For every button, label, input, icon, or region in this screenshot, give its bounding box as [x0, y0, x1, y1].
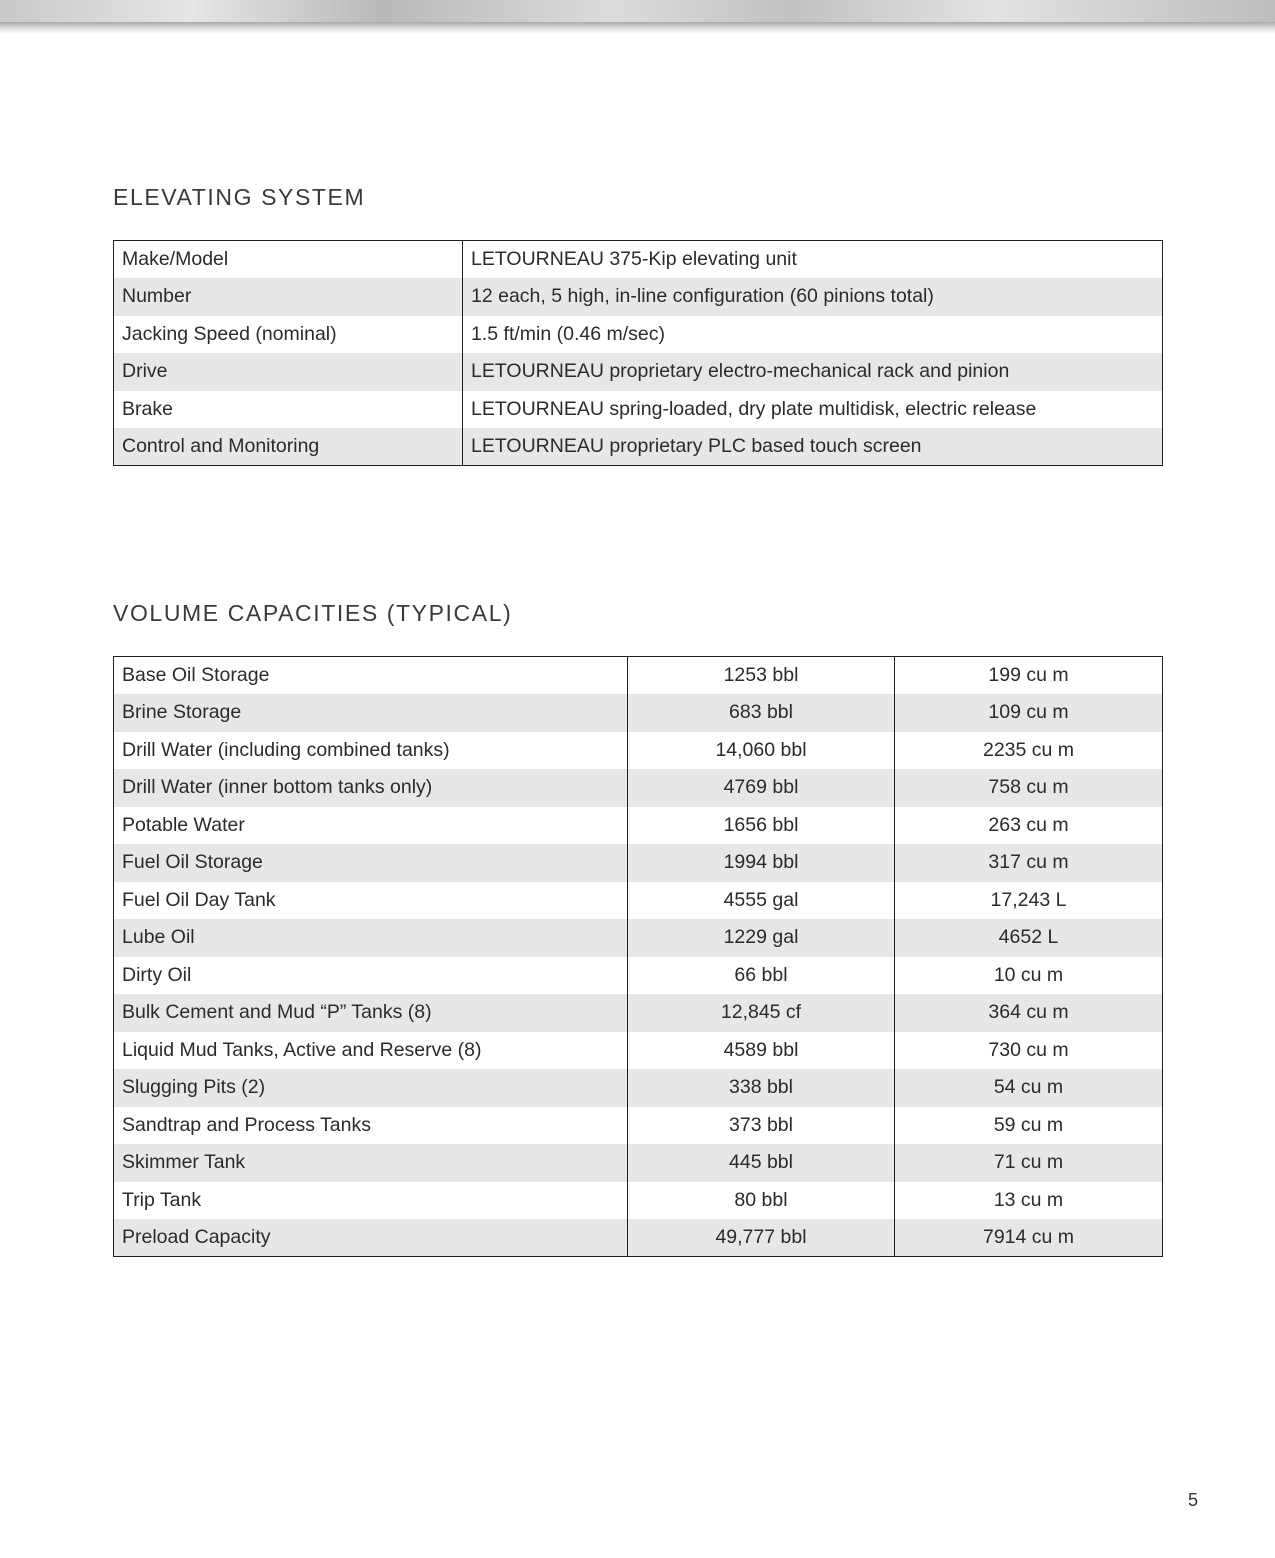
row-label: Fuel Oil Day Tank [114, 882, 628, 920]
header-bar [0, 0, 1275, 22]
row-label: Make/Model [114, 241, 463, 279]
volume-capacities-title: VOLUME CAPACITIES (TYPICAL) [113, 600, 513, 626]
page-number: 5 [1188, 1490, 1199, 1510]
row-label: Trip Tank [114, 1182, 628, 1220]
imperial-value: 373 bbl [628, 1107, 895, 1145]
row-label: Jacking Speed (nominal) [114, 316, 463, 354]
metric-value: 317 cu m [895, 844, 1163, 882]
metric-value: 199 cu m [988, 664, 1069, 686]
metric-value: 59 cu m [993, 1113, 1064, 1136]
metric-value: 10 cu m [993, 963, 1064, 986]
table-row [114, 769, 1163, 807]
metric-value: 2235 cu m [982, 738, 1075, 761]
row-label: Skimmer Tank [114, 1144, 628, 1182]
volume-capacities-table [113, 656, 1163, 1257]
row-label: Liquid Mud Tanks, Active and Reserve (8) [114, 1032, 628, 1070]
table-row [114, 1032, 1163, 1070]
table-row [114, 1144, 1163, 1182]
imperial-value: 4589 bbl [628, 1032, 895, 1070]
metric-value: 364 cu m [895, 994, 1163, 1032]
row-label: Lube Oil [114, 919, 628, 957]
row-value: LETOURNEAU proprietary PLC based touch screen [463, 428, 1163, 466]
row-label: Drive [114, 353, 463, 391]
imperial-value: 80 bbl [628, 1182, 895, 1220]
row-label: Preload Capacity [114, 1219, 628, 1257]
metric-value: 13 cu m [993, 1188, 1064, 1211]
metric-value: 4652 L [895, 919, 1163, 957]
table-row [114, 1069, 1163, 1107]
row-label: Drill Water (inner bottom tanks only) [114, 769, 628, 807]
imperial-value: 1656 bbl [628, 807, 895, 845]
row-label: Number [114, 278, 463, 316]
metric-value: 17,243 L [990, 888, 1067, 911]
metric-value: 263 cu m [988, 813, 1069, 836]
row-label: Slugging Pits (2) [114, 1069, 628, 1107]
row-label: Drill Water (including combined tanks) [114, 732, 628, 770]
row-label: Dirty Oil [114, 957, 628, 995]
imperial-value: 445 bbl [628, 1144, 895, 1182]
table-row [114, 278, 1163, 316]
row-label: Sandtrap and Process Tanks [114, 1107, 628, 1145]
imperial-value: 683 bbl [628, 694, 895, 732]
imperial-value: 66 bbl [628, 957, 895, 995]
table-row [114, 732, 1163, 770]
table-row [114, 1182, 1163, 1220]
imperial-value: 4769 bbl [628, 769, 895, 807]
table-row [114, 994, 1163, 1032]
table-row [114, 428, 1163, 466]
header-bar-shadow [0, 22, 1275, 34]
table-row [114, 241, 1163, 279]
metric-value: 758 cu m [895, 769, 1163, 807]
imperial-value: 1253 bbl [628, 657, 895, 695]
row-label: Potable Water [114, 807, 628, 845]
row-label: Base Oil Storage [114, 657, 628, 695]
imperial-value: 1229 gal [628, 919, 895, 957]
metric-value: 109 cu m [895, 694, 1163, 732]
table-row [114, 1219, 1163, 1257]
table-row [114, 957, 1163, 995]
table-row [114, 919, 1163, 957]
row-label: Control and Monitoring [114, 428, 463, 466]
row-value: LETOURNEAU proprietary electro-mechanical rack and pinion [463, 353, 1163, 391]
row-label: Fuel Oil Storage [114, 844, 628, 882]
imperial-value: 338 bbl [628, 1069, 895, 1107]
row-label: Brake [114, 391, 463, 429]
table-row [114, 391, 1163, 429]
table-row [114, 807, 1163, 845]
metric-value: 7914 cu m [895, 1219, 1163, 1257]
table-row [114, 844, 1163, 882]
imperial-value: 12,845 cf [628, 994, 895, 1032]
table-row [114, 657, 1163, 695]
metric-value: 730 cu m [988, 1038, 1069, 1061]
row-label: Brine Storage [114, 694, 628, 732]
elevating-system-title: ELEVATING SYSTEM [113, 184, 366, 210]
table-row [114, 1107, 1163, 1145]
row-value: LETOURNEAU spring-loaded, dry plate multidisk, electric release [471, 397, 1037, 420]
elevating-system-table [113, 240, 1163, 466]
imperial-value: 14,060 bbl [628, 732, 895, 770]
imperial-value: 1994 bbl [628, 844, 895, 882]
table-row [114, 316, 1163, 354]
row-value: LETOURNEAU 375-Kip elevating unit [471, 248, 797, 270]
row-value: 12 each, 5 high, in-line configuration (60 pinions total) [463, 278, 1163, 316]
metric-value: 54 cu m [895, 1069, 1163, 1107]
imperial-value: 4555 gal [628, 882, 895, 920]
table-row [114, 353, 1163, 391]
metric-value: 71 cu m [895, 1144, 1163, 1182]
table-row [114, 694, 1163, 732]
row-value: 1.5 ft/min (0.46 m/sec) [471, 322, 665, 345]
table-row [114, 882, 1163, 920]
row-label: Bulk Cement and Mud “P” Tanks (8) [114, 994, 628, 1032]
imperial-value: 49,777 bbl [628, 1219, 895, 1257]
